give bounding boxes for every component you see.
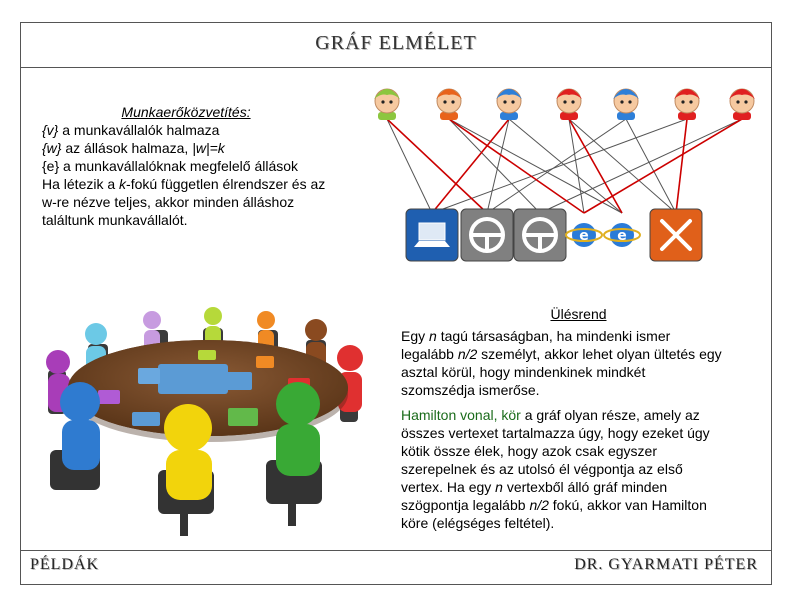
graph-edge bbox=[540, 119, 742, 213]
graph-edge bbox=[387, 119, 487, 213]
graph-edge bbox=[387, 119, 432, 213]
work-line-5: w-re nézve teljes, akkor minden álláshoz bbox=[42, 194, 295, 210]
seating-paragraph-2: Hamilton vonal, kör a gráf olyan része, amely az összes vertexet tartalmazza úgy, hogy ezeket úgy kötik össze élek, hogy azok csak egyszer szerepelnek és az utolsó él végpontja az első vertex. Ha egy n vertexből álló gráf minden szögpontja legalább n/2 fokú, akkor van Hamilton köre (elégséges feltétel). bbox=[401, 407, 710, 531]
figure-yellow bbox=[164, 404, 212, 500]
round-table-illustration bbox=[28, 300, 378, 540]
title-bar bbox=[20, 22, 772, 68]
graph-edges bbox=[387, 119, 742, 213]
figure-blue bbox=[60, 382, 100, 470]
graph-edge bbox=[626, 119, 676, 213]
boy-green-hair-icon bbox=[374, 89, 400, 120]
girl-red-hair-icon bbox=[729, 89, 755, 120]
footer-author: DR. GYARMATI PÉTER bbox=[574, 556, 758, 573]
graph-edge bbox=[676, 119, 687, 213]
work-line-4: Ha létezik a k-fokú független élrendszer és az bbox=[42, 176, 326, 192]
boy-blue-hair-icon bbox=[613, 89, 639, 120]
work-line-1: {v} a munkavállalók halmaza bbox=[42, 122, 220, 138]
bipartite-graph bbox=[370, 75, 770, 270]
steering-wheel-icon bbox=[461, 209, 513, 261]
job-nodes bbox=[406, 209, 702, 261]
worker-nodes bbox=[374, 89, 755, 120]
boy-blue-hair-icon bbox=[496, 89, 522, 120]
graph-edge bbox=[569, 119, 676, 213]
work-line-3: {e} a munkavállalóknak megfelelő állások bbox=[42, 158, 299, 174]
work-line-2: {w} az állások halmaza, |w|=k bbox=[42, 140, 225, 156]
svg-text:e: e bbox=[617, 228, 627, 244]
footer-divider bbox=[20, 550, 772, 551]
work-mediation-block bbox=[42, 103, 372, 229]
seating-paragraph-1: Egy n tagú társaságban, ha mindenki ismer legalább n/2 személyt, akkor lehet olyan ültetés egy asztal körül, hogy mindenkinek mindkét szomszédja ismerőse. bbox=[401, 328, 722, 398]
svg-text:e: e bbox=[579, 228, 589, 244]
internet-explorer-icon bbox=[604, 223, 640, 247]
seating-heading: Ülésrend bbox=[550, 306, 607, 322]
figure-green bbox=[276, 382, 320, 476]
work-line-6: találtunk munkavállalót. bbox=[42, 212, 188, 228]
footer-examples: PÉLDÁK bbox=[30, 556, 100, 573]
internet-explorer-icon bbox=[566, 223, 602, 247]
seating-block bbox=[401, 305, 771, 532]
boy-orange-hair-icon bbox=[436, 89, 462, 120]
work-heading: Munkaerőközvetítés: bbox=[121, 104, 251, 120]
hamilton-term: Hamilton vonal, kör bbox=[401, 407, 521, 423]
graph-edge bbox=[584, 119, 742, 213]
laptop-icon bbox=[406, 209, 458, 261]
slide-title: GRÁF ELMÉLET bbox=[315, 32, 477, 54]
girl-red-hair-icon bbox=[674, 89, 700, 120]
fork-knife-icon bbox=[650, 209, 702, 261]
steering-wheel-icon bbox=[514, 209, 566, 261]
girl-red-hair-icon bbox=[556, 89, 582, 120]
